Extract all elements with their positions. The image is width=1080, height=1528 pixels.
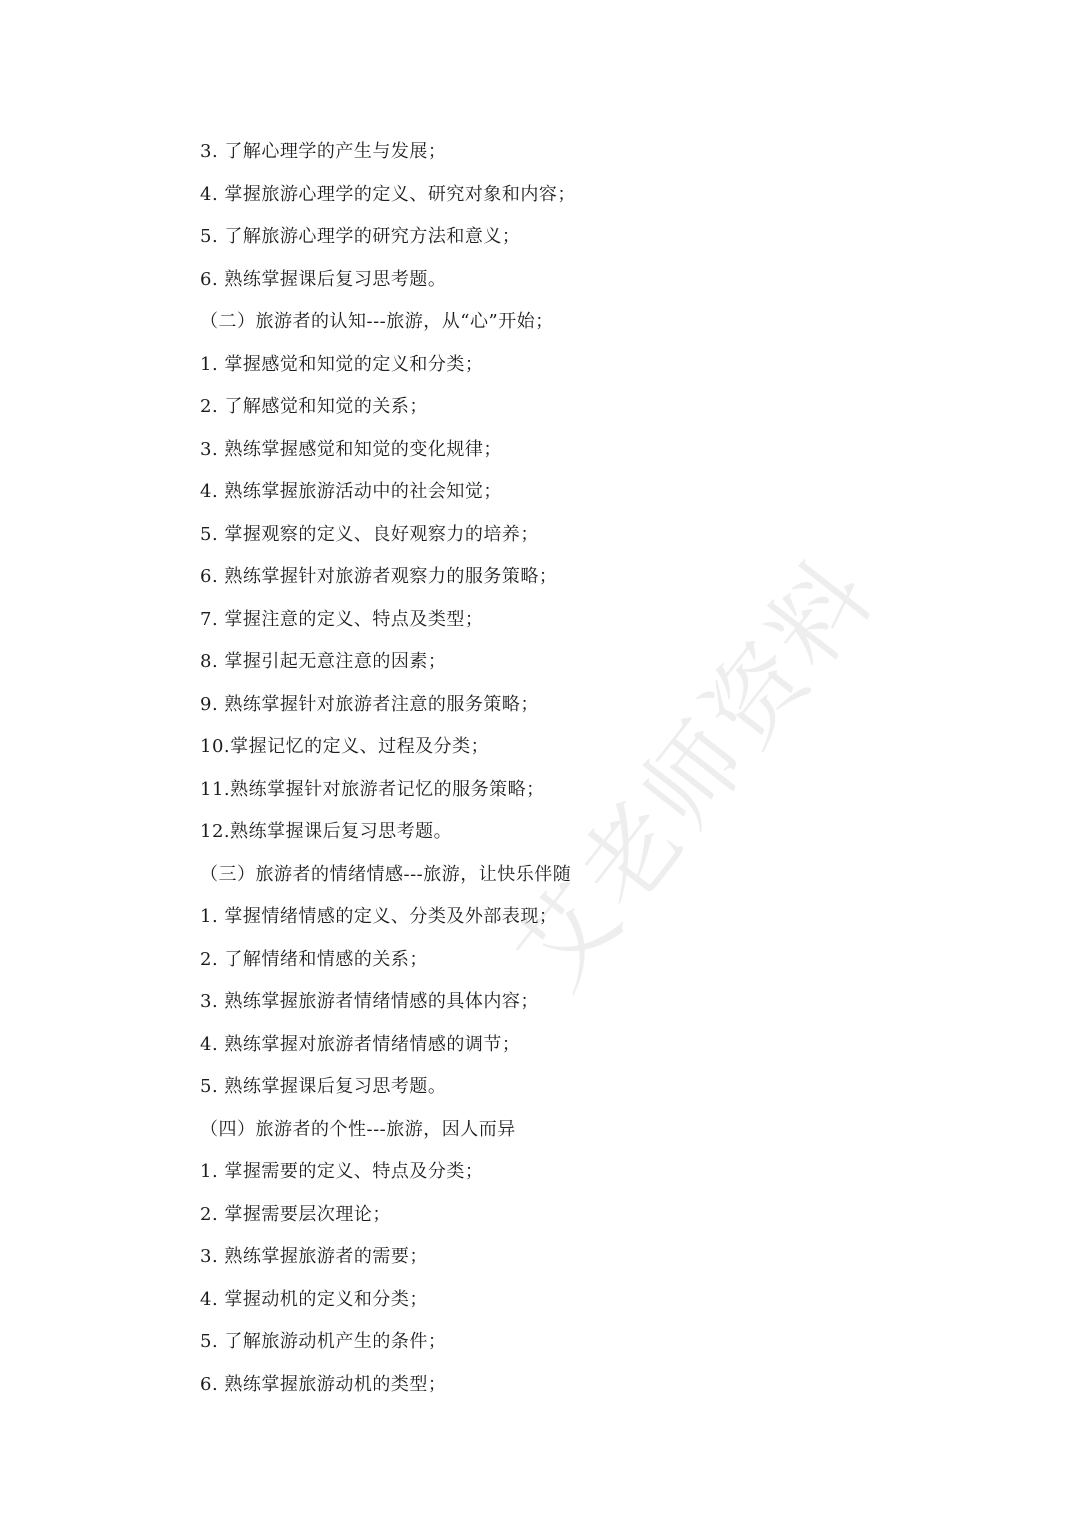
- list-item: 5. 掌握观察的定义、良好观察力的培养；: [200, 523, 539, 545]
- list-item: 6. 熟练掌握旅游动机的类型；: [200, 1373, 447, 1395]
- list-item: 7. 掌握注意的定义、特点及类型；: [200, 608, 484, 630]
- watermark: 艾老师资料: [494, 537, 898, 1009]
- list-item: 1. 掌握情绪情感的定义、分类及外部表现；: [200, 906, 558, 927]
- list-item: 3. 熟练掌握感觉和知觉的变化规律；: [200, 438, 502, 460]
- list-item: 10.掌握记忆的定义、过程及分类；: [200, 736, 490, 757]
- list-item: 1. 掌握感觉和知觉的定义和分类；: [200, 353, 484, 375]
- section-heading: （三）旅游者的情绪情感---旅游，让快乐伴随: [200, 863, 572, 885]
- list-item: 5. 熟练掌握课后复习思考题。: [200, 1076, 447, 1097]
- list-item: 4. 熟练掌握对旅游者情绪情感的调节；: [200, 1033, 521, 1055]
- list-item: 11.熟练掌握针对旅游者记忆的服务策略；: [200, 778, 545, 800]
- list-item: 4. 熟练掌握旅游活动中的社会知觉；: [200, 481, 502, 502]
- list-item: 1. 掌握需要的定义、特点及分类；: [200, 1161, 484, 1182]
- list-item: 2. 了解情绪和情感的关系；: [200, 948, 428, 970]
- list-item: 12.熟练掌握课后复习思考题。: [200, 821, 453, 842]
- list-item: 3. 熟练掌握旅游者情绪情感的具体内容；: [200, 991, 539, 1012]
- list-item: 5. 了解旅游心理学的研究方法和意义；: [200, 226, 521, 247]
- section-heading: （四）旅游者的个性---旅游，因人而异: [200, 1118, 516, 1140]
- list-item: 3. 熟练掌握旅游者的需要；: [200, 1246, 428, 1267]
- list-item: 4. 掌握旅游心理学的定义、研究对象和内容；: [200, 183, 576, 205]
- list-item: 5. 了解旅游动机产生的条件；: [200, 1331, 447, 1352]
- list-item: 6. 熟练掌握针对旅游者观察力的服务策略；: [200, 566, 558, 587]
- list-item: 6. 熟练掌握课后复习思考题。: [200, 268, 447, 290]
- list-item: 9. 熟练掌握针对旅游者注意的服务策略；: [200, 693, 539, 715]
- list-item: 2. 了解感觉和知觉的关系；: [200, 396, 428, 417]
- document-body: [200, 131, 960, 1406]
- list-item: 3. 了解心理学的产生与发展；: [200, 141, 447, 162]
- list-item: 2. 掌握需要层次理论；: [200, 1203, 391, 1225]
- list-item: 4. 掌握动机的定义和分类；: [200, 1288, 428, 1310]
- section-heading: （二）旅游者的认知---旅游，从“心”开始；: [200, 311, 554, 332]
- list-item: 8. 掌握引起无意注意的因素；: [200, 651, 447, 672]
